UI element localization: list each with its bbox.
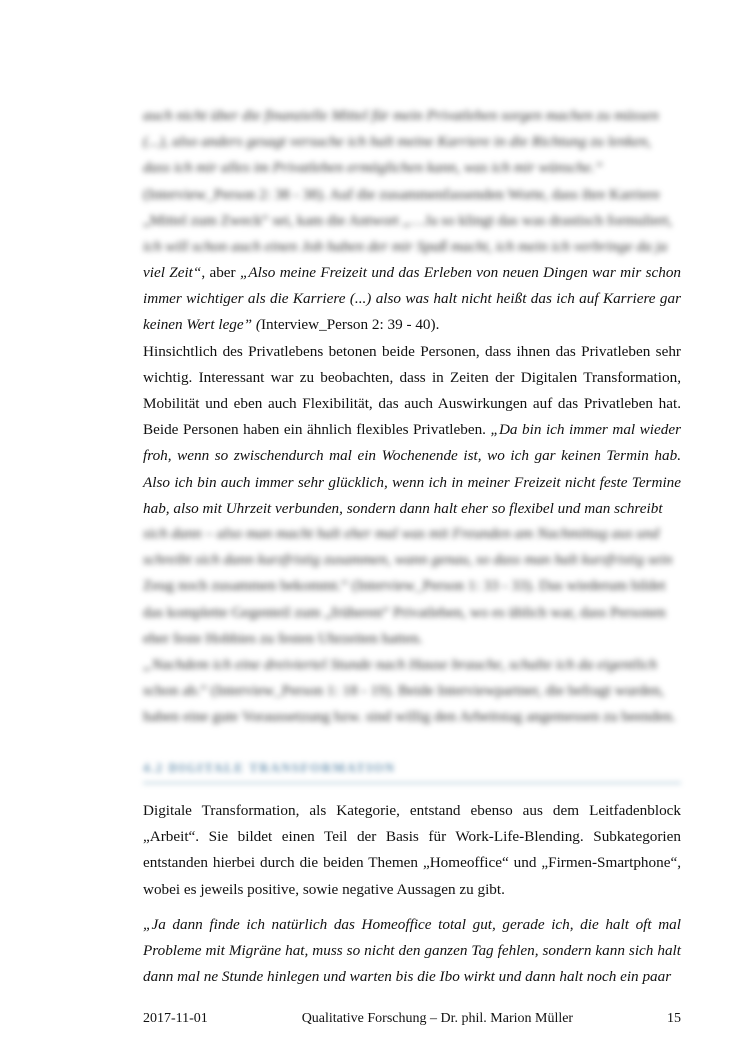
text-fragment: , aber	[201, 264, 240, 281]
citation: Interview_Person 2: 39 - 40).	[260, 316, 440, 334]
blurred-middle-block	[143, 521, 681, 731]
blurred-line: Zeug noch zusammen bekommt.“ (Interview_Person 1: 33 - 33). Das wiederum bildet	[143, 577, 666, 595]
paragraph-homeoffice-quote: „Ja dann finde ich natürlich das Homeoffice total gut, gerade ich, die halt oft mal Probleme mit Migräne hat, muss so nicht den ganzen Tag fehlen, sondern kann sich halt dann mal ne Stunde hinlegen und warten bis die Ibo wirkt und dann halt noch ein paar	[143, 915, 681, 986]
footer-date: 2017-11-01	[143, 1011, 208, 1026]
blurred-line: (Interview_Person 2: 38 - 38). Auf die zusammenfassenden Worte, dass ihre Karriere	[143, 185, 660, 203]
body-text-lower	[143, 798, 681, 990]
paragraph-digitale-transformation: Digitale Transformation, als Kategorie, entstand ebenso aus dem Leitfadenblock „Arbeit“. Sie bildet einen Teil der Basis für Work-Life-Blending. Subkategorien entstanden hierbei durch die beiden Themen „Homeoffice“ und „Firmen-Smartphone“, wobei es jeweils positive, sowie negative Aussagen zu gibt.	[143, 802, 681, 898]
blurred-line: sich dann – also man macht halt eher mal was mit Freunden am Nachmittag aus und	[143, 525, 660, 542]
blurred-line: haben eine gute Voraussetzung bzw. sind willig den Arbeitstag angemessen zu beenden.	[143, 708, 676, 726]
text-fragment: Hinsichtlich des Privatlebens betonen beide Personen, dass ihnen das Privatleben sehr wichtig. Interessant war zu beobachten, dass in Zeiten der Digitalen Transformation, Mobilität und eben auch Flexibilität, das auch Auswirkungen auf das Privatleben hat. Beide Personen haben ein ähnlich flexibles Privatleben.	[143, 342, 681, 439]
quote-fragment: viel Zeit“	[143, 264, 202, 281]
blurred-line: „Nachdem ich eine dreiviertel Stunde nach Hause brauche, schalte ich da eigentlich	[143, 656, 657, 674]
page-number: 15	[666, 1011, 681, 1026]
page-footer	[143, 1011, 681, 1027]
section-heading-block	[143, 760, 681, 784]
blurred-line: schreibt sich dann kurzfristig zusammen, wann genau, so dass man halt kurzfristig sein	[143, 551, 673, 569]
body-text-clear	[143, 260, 681, 522]
blurred-line: auch nicht über die finanzielle Mittel für mein Privatleben sorgen machen zu müssen	[143, 107, 659, 124]
section-heading: 4.2 DIGITALE TRANSFORMATION	[143, 760, 681, 784]
footer-title: Qualitative Forschung – Dr. phil. Marion Müller	[301, 1011, 574, 1026]
blurred-line: „Mittel zum Zweck“ sei, kam die Antwort „…Ja so klingt das was drastisch formuliert,	[143, 211, 673, 229]
paragraph-quote-person2	[143, 260, 681, 339]
quote-fragment: „Da bin ich immer mal wieder froh, wenn so zwischendurch mal ein Wochenende ist, wo ich gar keinen Termin hab. Also ich bin auch immer sehr glücklich, wenn ich in meiner Freizeit nicht feste Termine hab, also mit Uhrzeit verbunden, sondern dann halt eher so flexibel und man schreibt	[143, 421, 681, 517]
blurred-line: (...), also anders gesagt versuche ich halt meine Karriere in die Richtung zu lenken,	[143, 133, 652, 151]
quote-fragment: „Also meine Freizeit und das Erleben von neuen Dingen war mir schon immer wichtiger als die Karriere (...) also was halt nicht heißt das ich auf Karriere gar keinen Wert lege” (	[143, 264, 682, 334]
paragraph-privatleben	[143, 339, 681, 522]
blurred-top-block	[143, 103, 681, 260]
blurred-line: ich will schon auch einen Job haben der mir Spaß macht, ich mein ich verbringe da ja	[143, 238, 668, 256]
blurred-line: schon ab.“ (Interview_Person 1: 18 - 19). Beide Interviewpartner, die befragt wurden,	[143, 682, 665, 700]
blurred-line: dass ich mir alles im Privatleben ermöglichen kann, was ich mir wünsche.“	[143, 159, 604, 177]
blurred-line: das komplette Gegenteil zum „früheren“ Privatleben, wo es üblich war, dass Personen	[143, 603, 666, 621]
blurred-line: eher feste Hobbies zu festen Uhrzeiten hatten.	[143, 629, 423, 647]
